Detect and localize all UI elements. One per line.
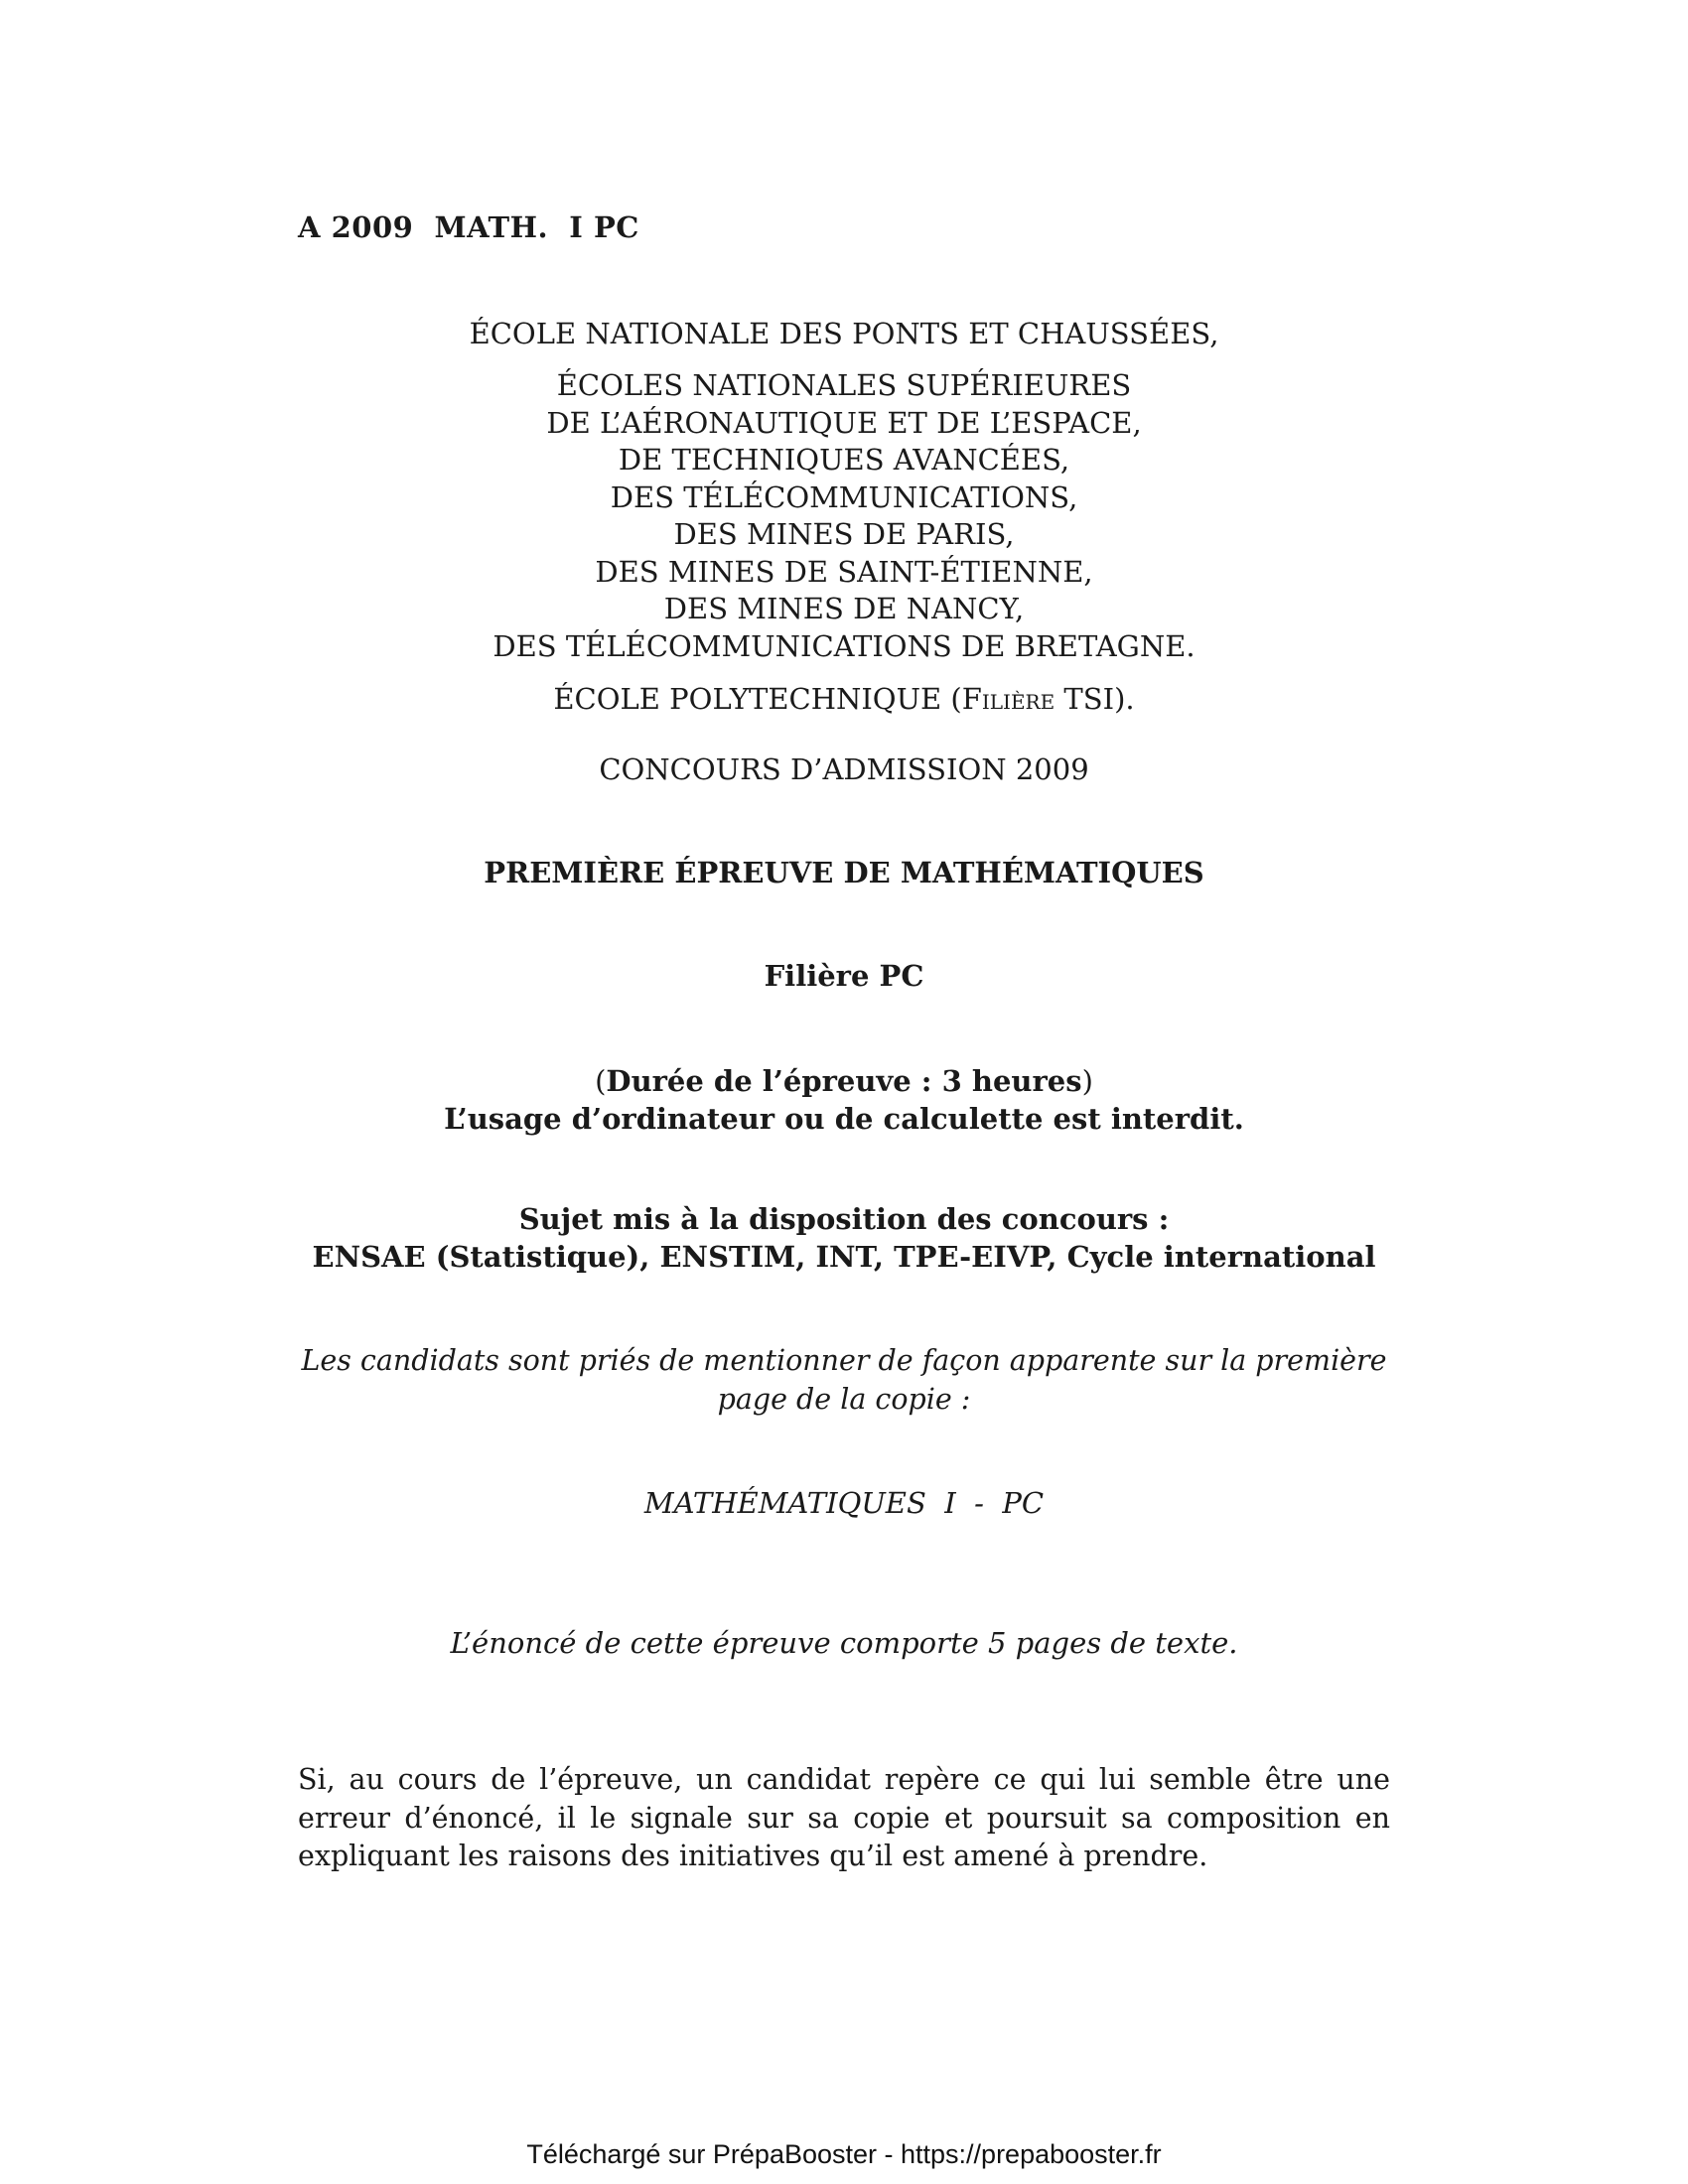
calculator-rule: L’usage d’ordinateur ou de calculette est interdit. [444,1101,1244,1136]
ecole-ponts-line: ÉCOLE NATIONALE DES PONTS ET CHAUSSÉES, [469,317,1219,350]
filiere-label: Filière PC [764,959,924,993]
disposition-line-2: ENSAE (Statistique), ENSTIM, INT, TPE-EIVP, Cycle international [312,1239,1376,1274]
disposition-block [248,1201,1440,1276]
polytechnique-prefix: ÉCOLE POLYTECHNIQUE ( [553,682,962,716]
institution-line: DE TECHNIQUES AVANCÉES, [618,443,1070,477]
institution-line: DES TÉLÉCOMMUNICATIONS, [610,479,1078,514]
page-count-note: L’énoncé de cette épreuve comporte 5 pages de texte. [450,1626,1238,1660]
institution-line: DES TÉLÉCOMMUNICATIONS DE BRETAGNE. [492,628,1196,663]
polytechnique-suffix: TSI). [1055,682,1135,716]
error-notice-paragraph: Si, au cours de l’épreuve, un candidat repère ce qui lui semble être une erreur d’énoncé, il le signale sur sa copie et poursuit sa composition en expliquant les raisons des initiatives qu’il est amené à prendre. [298,1763,1390,1872]
download-footer: Téléchargé sur PrépaBooster - https://prepabooster.fr [526,2139,1162,2169]
duration-close-paren: ) [1081,1064,1093,1098]
institution-line: DE L’AÉRONAUTIQUE ET DE L’ESPACE, [546,405,1142,440]
institution-line: DES MINES DE SAINT-ÉTIENNE, [595,554,1093,589]
institution-line: ÉCOLES NATIONALES SUPÉRIEURES [556,368,1132,402]
disposition-line-1: Sujet mis à la disposition des concours : [518,1202,1170,1236]
polytechnique-filiere: Filière [961,682,1055,716]
concours-line: CONCOURS D’ADMISSION 2009 [599,752,1089,786]
duration-text: Durée de l’épreuve : 3 heures [606,1064,1082,1098]
mention-instruction: Les candidats sont priés de mentionner de façon apparente sur la première page de la copie : [301,1344,1387,1416]
ecoles-superieures-list [248,367,1440,665]
copy-label: MATHÉMATIQUES I - PC [643,1486,1045,1520]
duration-line [248,1063,1440,1101]
duration-block [248,1063,1440,1138]
polytechnique-line [248,681,1440,719]
duration-open-paren: ( [595,1064,607,1098]
institution-line: DES MINES DE PARIS, [673,517,1015,551]
institution-line: DES MINES DE NANCY, [663,592,1025,625]
exam-code-header: A 2009 MATH. I PC [298,210,639,244]
epreuve-title: PREMIÈRE ÉPREUVE DE MATHÉMATIQUES [484,856,1204,889]
